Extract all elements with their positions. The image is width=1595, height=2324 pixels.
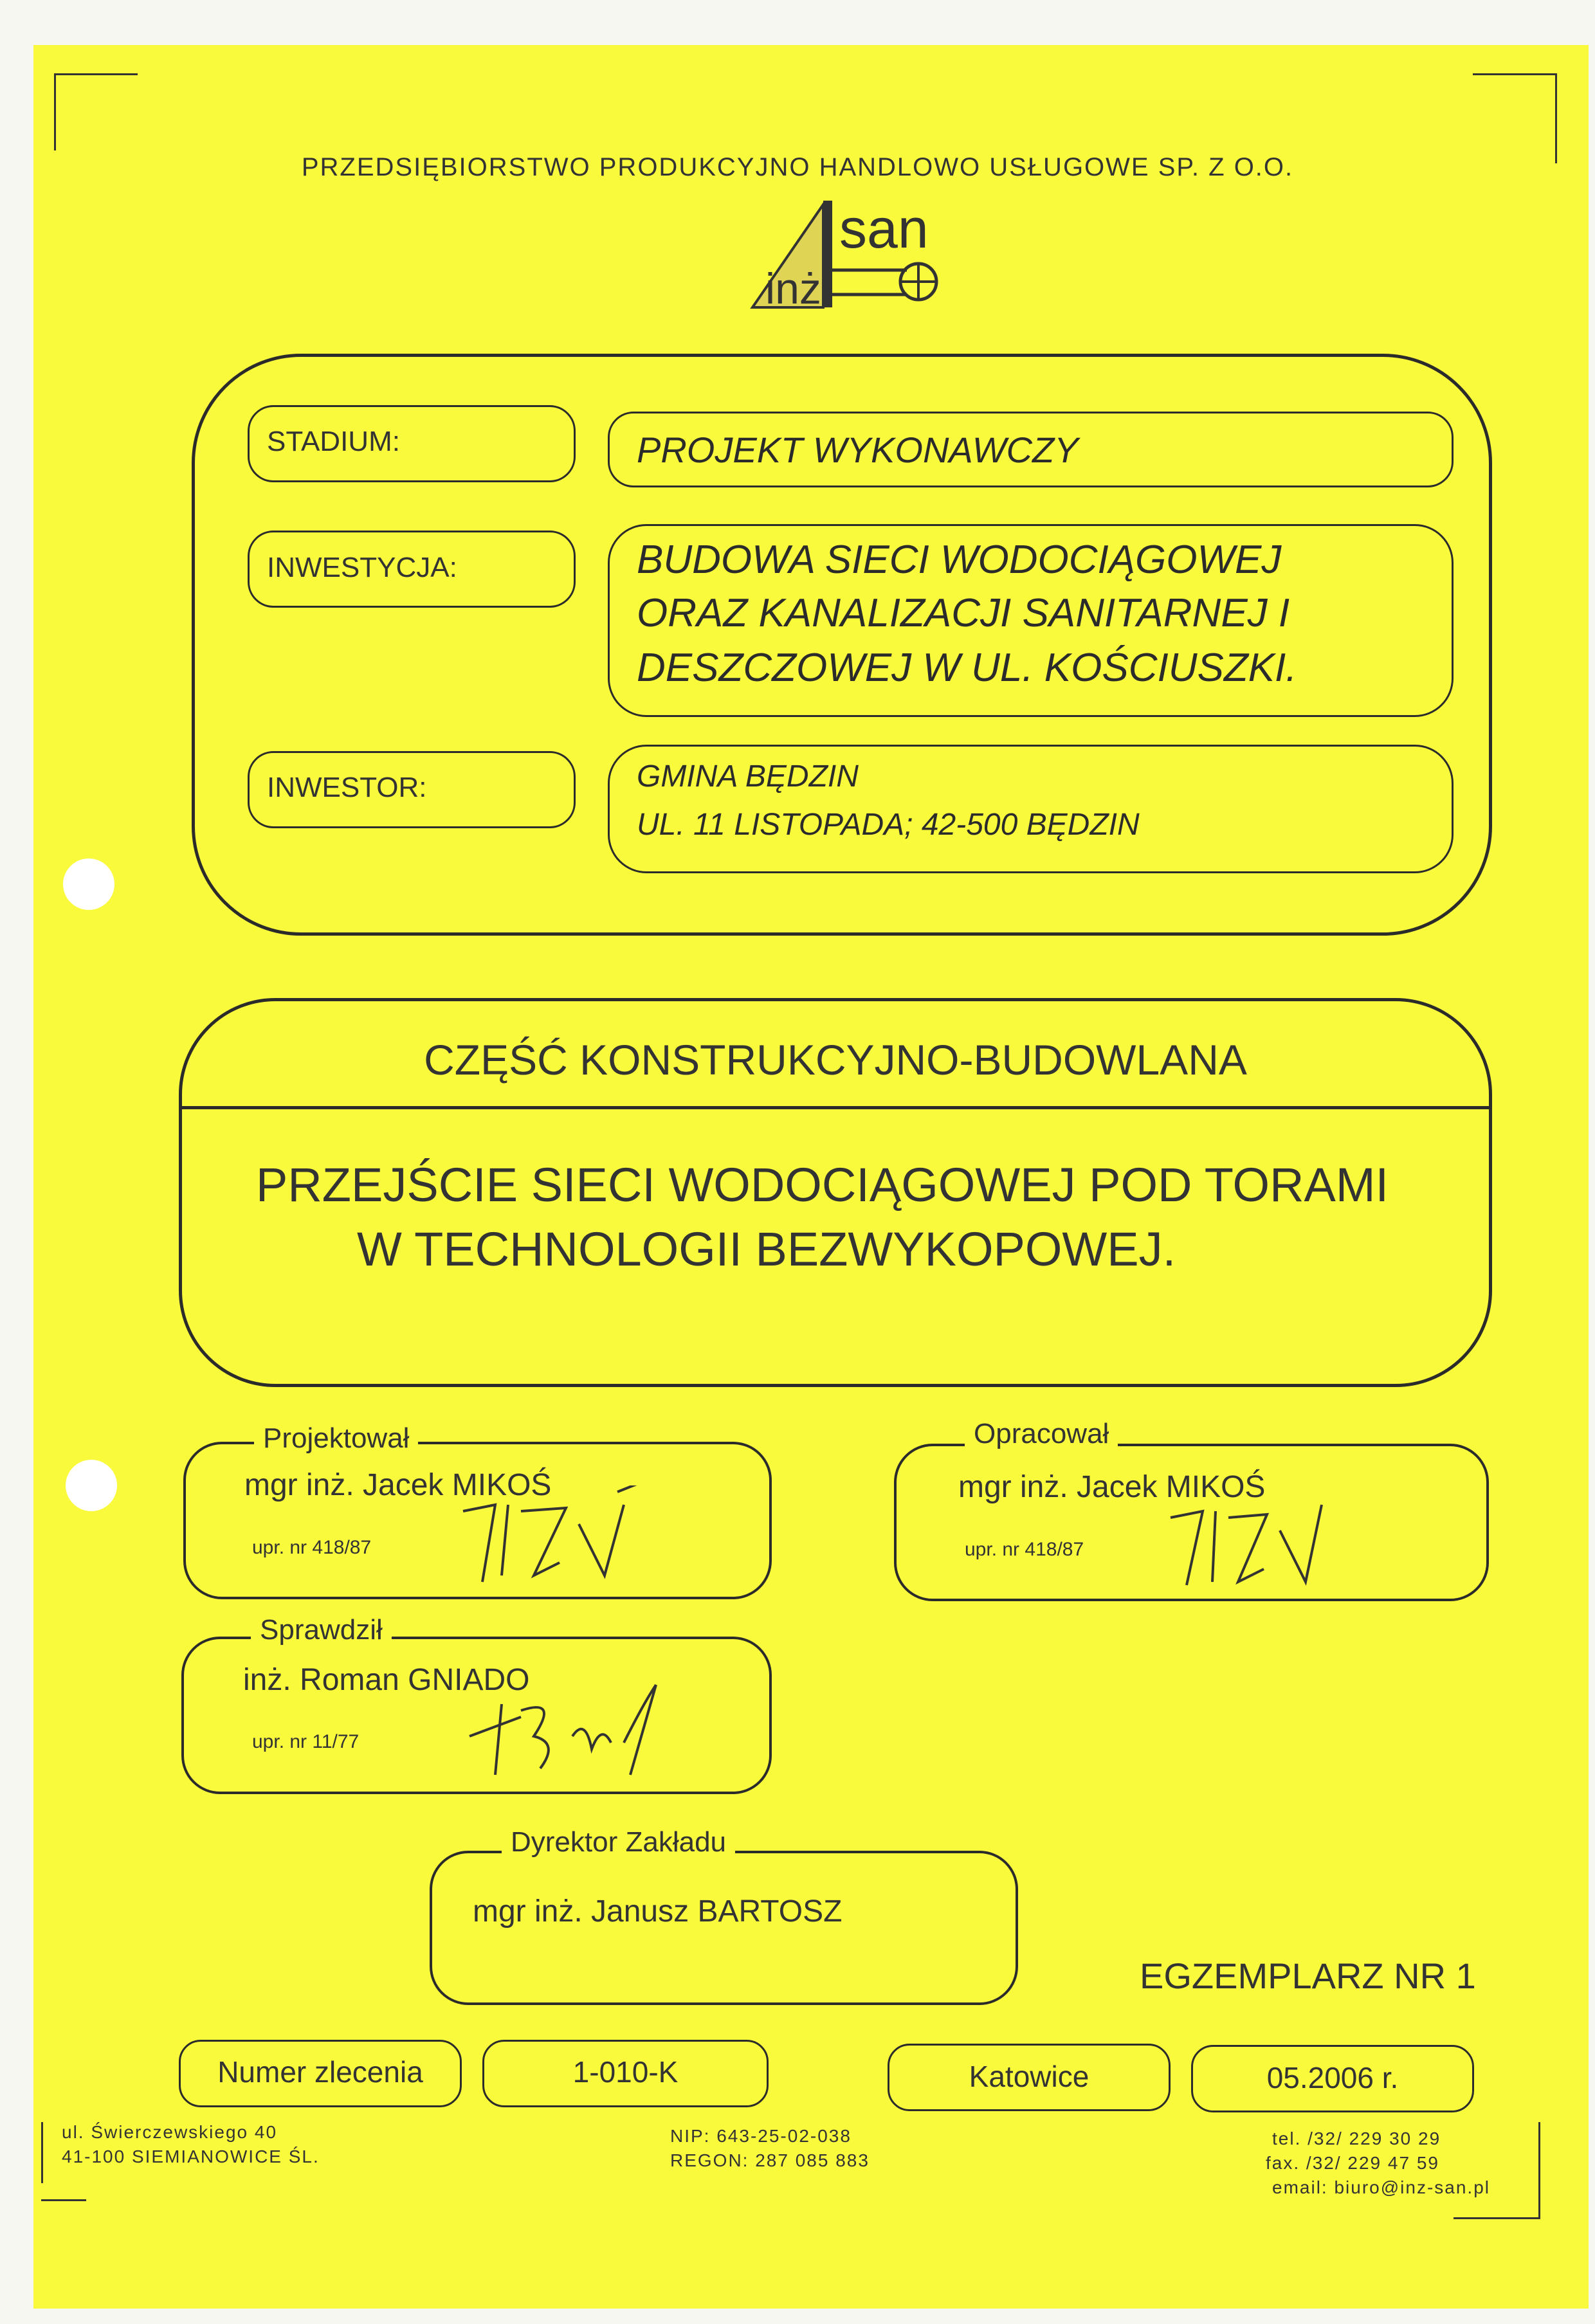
footer-regon: REGON: 287 085 883 (670, 2150, 870, 2170)
dyrektor-name: mgr inż. Janusz BARTOSZ (473, 1894, 843, 1929)
inwestycja-line-3: DESZCZOWEJ W UL. KOŚCIUSZKI. (637, 646, 1297, 690)
punch-hole (63, 858, 114, 910)
footer-divider-left (41, 2122, 43, 2183)
signature-opracowal (1158, 1492, 1351, 1588)
opracowal-name: mgr inż. Jacek MIKOŚ (958, 1470, 1266, 1504)
date-value: 05.2006 r. (1266, 2061, 1399, 2094)
crop-mark-top-right-v (1555, 73, 1557, 163)
inwestycja-label: INWESTYCJA: (267, 552, 457, 583)
dyrektor-title: Dyrektor Zakładu (502, 1826, 735, 1858)
section-divider (179, 1106, 1492, 1109)
inwestor-line-1: GMINA BĘDZIN (637, 759, 859, 794)
crop-mark-top-left (54, 73, 138, 75)
signature-sprawdzil (463, 1678, 695, 1781)
footer-divider-bottom-left (41, 2199, 86, 2201)
projektowal-title: Projektował (254, 1422, 418, 1455)
svg-text:san: san (839, 198, 929, 260)
footer-fax: fax. /32/ 229 47 59 (1266, 2153, 1439, 2173)
section-subtitle-2: W TECHNOLOGII BEZWYKOPOWEJ. (357, 1222, 1176, 1276)
projektowal-upr: upr. nr 418/87 (252, 1537, 372, 1558)
egzemplarz-label: EGZEMPLARZ NR 1 (1140, 1956, 1476, 1996)
section-title: CZĘŚĆ KONSTRUKCYJNO-BUDOWLANA (424, 1036, 1247, 1084)
crop-mark-top-left-v (54, 73, 56, 150)
company-name: PRZEDSIĘBIORSTWO PRODUKCYJNO HANDLOWO USŁUGOWE SP. Z O.O. (301, 153, 1294, 181)
numer-zlecenia-value: 1-010-K (572, 2055, 679, 2089)
footer-address-2: 41-100 SIEMIANOWICE ŚL. (62, 2147, 320, 2166)
numer-zlecenia-label: Numer zlecenia (217, 2055, 423, 2089)
section-subtitle-1: PRZEJŚCIE SIECI WODOCIĄGOWEJ POD TORAMI (256, 1158, 1389, 1212)
inwestycja-line-1: BUDOWA SIECI WODOCIĄGOWEJ (637, 538, 1282, 582)
stadium-label: STADIUM: (267, 426, 400, 457)
inwestycja-line-2: ORAZ KANALIZACJI SANITARNEJ I (637, 591, 1290, 635)
city-value: Katowice (969, 2060, 1089, 2093)
opracowal-upr: upr. nr 418/87 (965, 1539, 1084, 1560)
svg-text:inż: inż (765, 264, 821, 312)
opracowal-title: Opracował (965, 1418, 1118, 1450)
footer-divider-bottom-right (1454, 2217, 1540, 2219)
footer-divider-right (1538, 2122, 1540, 2219)
projektowal-name: mgr inż. Jacek MIKOŚ (244, 1468, 552, 1502)
stadium-value: PROJEKT WYKONAWCZY (637, 430, 1079, 470)
punch-hole (66, 1460, 117, 1511)
inwestor-label: INWESTOR: (267, 772, 427, 803)
footer-address-1: ul. Świerczewskiego 40 (62, 2122, 278, 2142)
sprawdzil-upr: upr. nr 11/77 (252, 1731, 360, 1752)
footer-nip: NIP: 643-25-02-038 (670, 2126, 852, 2146)
footer-email: email: biuro@inz-san.pl (1272, 2177, 1490, 2197)
crop-mark-top-right (1473, 73, 1556, 75)
logo-graphic (740, 193, 958, 312)
footer-tel: tel. /32/ 229 30 29 (1272, 2129, 1441, 2148)
sprawdzil-name: inż. Roman GNIADO (243, 1663, 530, 1697)
inwestor-line-2: UL. 11 LISTOPADA; 42-500 BĘDZIN (637, 808, 1140, 842)
sprawdzil-title: Sprawdził (251, 1614, 392, 1646)
company-logo (740, 193, 958, 312)
signature-projektowal (457, 1485, 662, 1588)
